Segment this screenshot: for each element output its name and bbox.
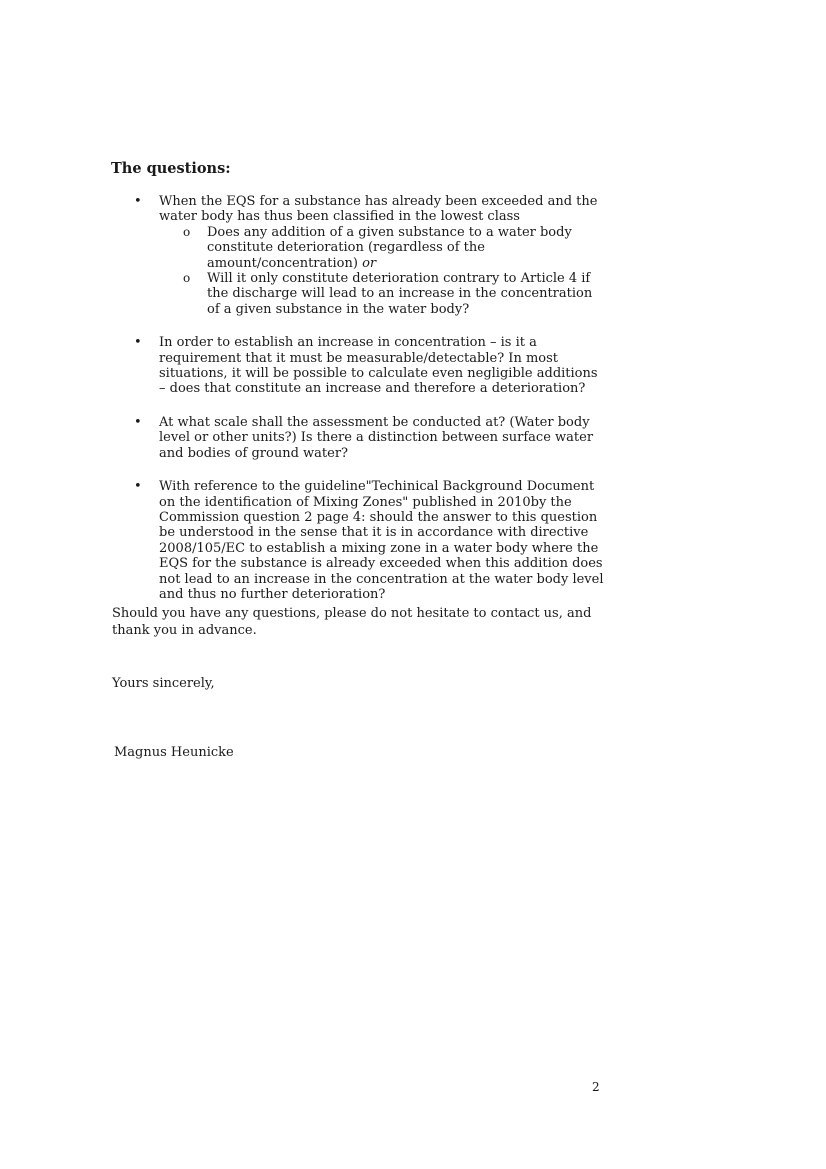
sub-question-list xyxy=(159,225,604,317)
sub-question-item xyxy=(183,224,604,271)
bullet-icon: • xyxy=(134,414,142,430)
bullet-icon: • xyxy=(134,335,142,351)
bullet-icon: • xyxy=(134,194,142,209)
page-number: 2 xyxy=(592,1080,600,1094)
closing-paragraph: Should you have any questions, please do not hesitate to contact us, and thank you in advance. xyxy=(112,606,592,638)
question-text: In order to establish an increase in concentration – is it a requirement that it must be measurable/detectable? In most situations, it will be possible to calculate even negligible additions – does that constitute an increase and therefore a deterioration? xyxy=(159,335,598,397)
sub-question-text: Will it only constitute deterioration contrary to Article 4 if the discharge will lead to an increase in the concentration of a given substance in the water body? xyxy=(207,271,593,317)
sub-question-item xyxy=(183,271,604,317)
sub-question-suffix: or xyxy=(362,255,377,271)
section-heading: The questions: xyxy=(111,160,231,177)
question-text: When the EQS for a substance has already been exceeded and the water body has thus been classified in the lowest class xyxy=(159,194,598,225)
question-item xyxy=(134,335,604,397)
question-item xyxy=(134,414,604,461)
signer-name: Magnus Heunicke xyxy=(114,745,234,760)
sub-question-text: Does any addition of a given substance to a water body constitute deterioration (regardless of the amount/concentration) xyxy=(207,224,572,271)
questions-list xyxy=(134,194,604,620)
circle-bullet-icon: o xyxy=(183,271,191,286)
bullet-icon: • xyxy=(134,479,142,495)
question-text: At what scale shall the assessment be conducted at? (Water body level or other units?) Is there a distinction between surface water and bodies of ground water? xyxy=(159,414,594,461)
circle-bullet-icon: o xyxy=(183,224,191,239)
signoff-text: Yours sincerely, xyxy=(112,676,215,691)
question-text: With reference to the guideline"Techinical Background Document on the identification of Mixing Zones" published in 2010by the Commission question 2 page 4: should the answer to this question be understood in the sense that it is in accordance with directive 2008/105/EC to establish a mixing zone in a water body where the EQS for the substance is already exceeded when this addition does not lead to an increase in the concentration at the water body level and thus no further deterioration? xyxy=(159,479,604,602)
question-item xyxy=(134,194,604,317)
question-item xyxy=(134,479,604,602)
